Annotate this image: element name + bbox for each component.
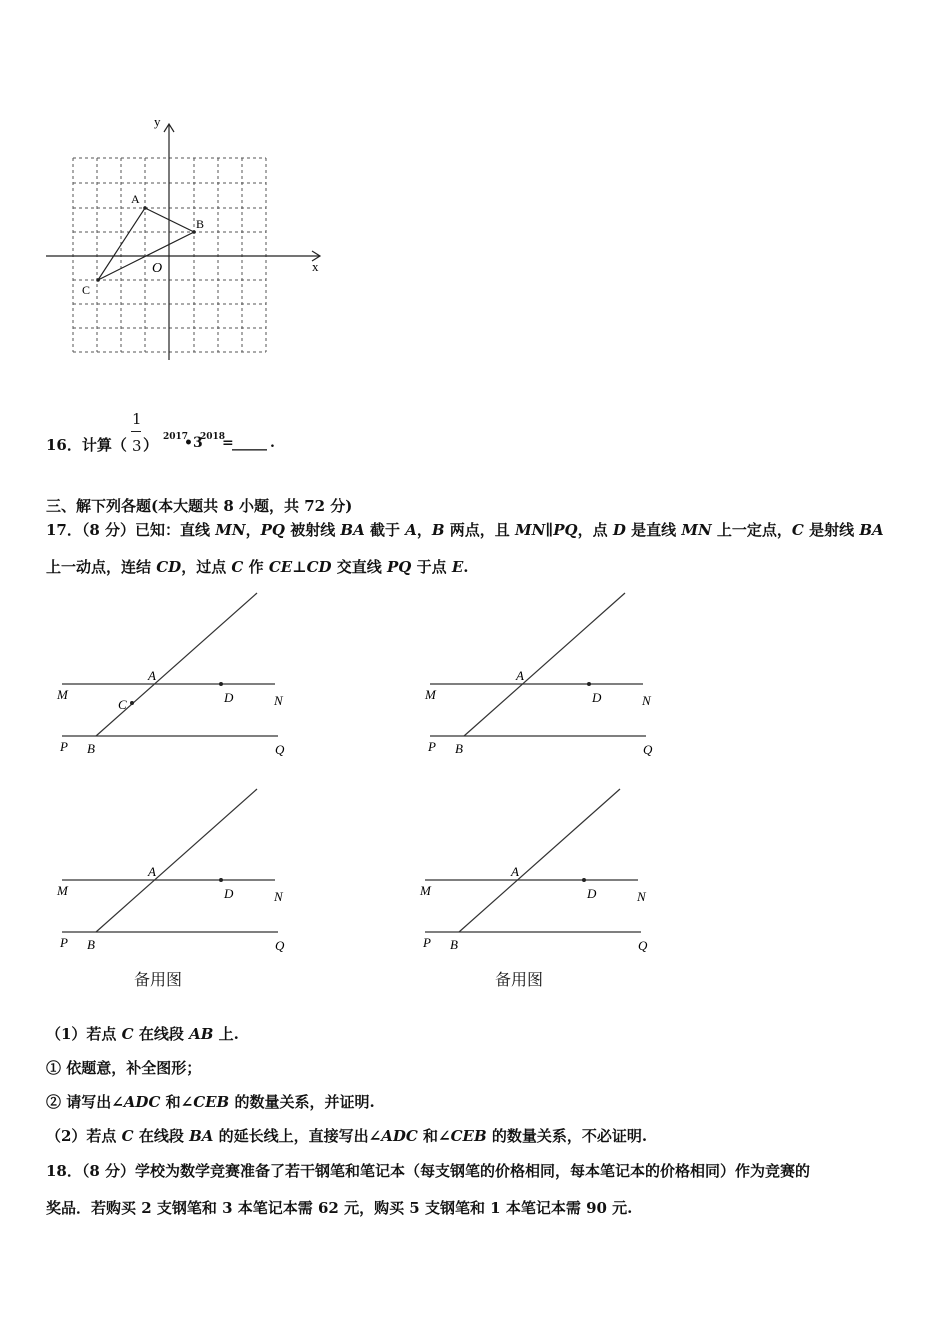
- q18-line-1: [46, 1161, 810, 1181]
- q16-answer-blank: _____: [232, 435, 267, 451]
- coordinate-grid-figure: [40, 110, 340, 370]
- text-run: .: [463, 558, 469, 576]
- text-run: ，点: [577, 521, 613, 539]
- q17-part-1-sub-1: [46, 1058, 201, 1078]
- text-run: ① 依题意，补全图形；: [46, 1059, 202, 1077]
- label-d: D: [592, 690, 602, 705]
- label-n: N: [642, 693, 651, 708]
- ray-ba: [96, 593, 257, 736]
- q16-exponent-2: 2018: [200, 432, 226, 442]
- figure-4-caption: 备用图: [495, 970, 544, 989]
- text-run: 截于: [364, 521, 406, 539]
- q16-fraction-denominator: 3: [132, 437, 142, 455]
- label-m: M: [57, 883, 68, 898]
- text-run: 作: [243, 558, 269, 576]
- label-d: D: [587, 886, 597, 901]
- math-symbol: MN: [215, 521, 246, 539]
- text-run: ，: [416, 521, 432, 539]
- text-run: 和∠: [417, 1127, 451, 1145]
- q16-fraction-numerator: 1: [132, 410, 142, 428]
- q16-period: .: [270, 435, 275, 451]
- math-symbol: ADC: [381, 1127, 418, 1145]
- label-m: M: [57, 687, 68, 702]
- text-run: ，过点: [181, 558, 232, 576]
- label-d: D: [224, 886, 234, 901]
- label-a: A: [511, 864, 519, 879]
- math-symbol: BA: [189, 1127, 214, 1145]
- label-p: P: [60, 935, 68, 950]
- text-run: 的数量关系，不必证明.: [486, 1127, 648, 1145]
- text-run: 和∠: [160, 1093, 194, 1111]
- q17-line-1: [46, 520, 884, 540]
- point-c-label: C: [82, 283, 91, 297]
- math-symbol: ADC: [123, 1093, 161, 1111]
- math-symbol: C: [121, 1127, 134, 1145]
- point-c: [96, 278, 100, 282]
- text-run: ，: [245, 521, 261, 539]
- point-d: [587, 682, 591, 686]
- text-run: ⊥: [292, 558, 307, 576]
- label-c: C: [118, 697, 127, 712]
- point-d: [219, 682, 223, 686]
- text-run: ∥: [545, 521, 554, 539]
- triangle-abc: [98, 208, 194, 280]
- math-symbol: A: [405, 521, 417, 539]
- q17-figure-main: [40, 585, 340, 770]
- text-run: 两点，且: [444, 521, 515, 539]
- math-symbol: C: [791, 521, 804, 539]
- math-symbol: PQ: [260, 521, 285, 539]
- q16-close-paren: ）: [143, 436, 159, 454]
- math-symbol: MN: [681, 521, 712, 539]
- point-a-label: A: [131, 192, 140, 206]
- math-symbol: AB: [189, 1025, 214, 1043]
- q17-figure-3: [40, 781, 340, 966]
- q17-figure-4: [403, 781, 703, 966]
- label-m: M: [425, 687, 436, 702]
- text-run: 的延长线上，直接写出∠: [213, 1127, 382, 1145]
- math-symbol: D: [612, 521, 626, 539]
- label-q: Q: [643, 742, 653, 757]
- text-run: 在线段: [133, 1127, 190, 1145]
- q16-fraction-bar: [131, 431, 141, 432]
- label-a: A: [148, 668, 156, 683]
- text-run: 被射线: [284, 521, 341, 539]
- q17-figure-2: [408, 585, 708, 770]
- text-run: （2）若点: [46, 1127, 122, 1145]
- math-symbol: CEB: [193, 1093, 230, 1111]
- point-c: [130, 701, 134, 705]
- math-symbol: CD: [306, 558, 332, 576]
- math-symbol: CE: [268, 558, 293, 576]
- ray-ba: [464, 593, 625, 736]
- label-a: A: [148, 864, 156, 879]
- label-q: Q: [275, 742, 285, 757]
- label-n: N: [637, 889, 646, 904]
- q17-part-1-sub-2: [46, 1092, 375, 1112]
- label-n: N: [274, 889, 283, 904]
- label-m: M: [420, 883, 431, 898]
- label-q: Q: [275, 938, 285, 953]
- math-symbol: CD: [156, 558, 182, 576]
- label-p: P: [428, 739, 436, 754]
- q16-exponent-1: 2017: [163, 432, 189, 442]
- q17-part-2: [46, 1126, 647, 1146]
- q17-line-2: [46, 557, 469, 577]
- q18-line-2: [46, 1198, 632, 1218]
- math-symbol: CEB: [450, 1127, 487, 1145]
- text-run: 18．（8 分）学校为数学竞赛准备了若干钢笔和笔记本（每支钢笔的价格相同，每本笔记本的价格相同）作为竞赛的: [46, 1162, 811, 1180]
- label-q: Q: [638, 938, 648, 953]
- section-3-heading: 三、解下列各题(本大题共 8 小题，共 72 分): [46, 497, 353, 515]
- label-b: B: [450, 937, 458, 952]
- label-b: B: [87, 741, 95, 756]
- point-d: [582, 878, 586, 882]
- math-symbol: PQ: [387, 558, 412, 576]
- text-run: （1）若点: [46, 1025, 122, 1043]
- label-n: N: [274, 693, 283, 708]
- text-run: 于点: [411, 558, 452, 576]
- q16-number: 16．计算（: [46, 436, 127, 454]
- math-symbol: MN: [515, 521, 546, 539]
- ray-ba: [96, 789, 257, 932]
- origin-label: O: [152, 261, 163, 276]
- q16-mid: •3: [184, 435, 203, 451]
- label-a: A: [516, 668, 524, 683]
- point-d: [219, 878, 223, 882]
- ray-ba: [459, 789, 620, 932]
- question-16: [46, 410, 446, 460]
- q16-equals: =: [222, 435, 234, 451]
- x-axis-label: x: [312, 259, 319, 274]
- y-axis-label: y: [154, 114, 161, 129]
- text-run: 上.: [213, 1025, 239, 1043]
- text-run: 是射线: [803, 521, 860, 539]
- text-run: 上一动点，连结: [46, 558, 157, 576]
- text-run: 上一定点，: [711, 521, 792, 539]
- math-symbol: BA: [340, 521, 365, 539]
- math-symbol: E: [451, 558, 464, 576]
- text-run: 是直线: [625, 521, 682, 539]
- math-symbol: BA: [859, 521, 884, 539]
- text-run: 的数量关系，并证明.: [229, 1093, 375, 1111]
- text-run: 在线段: [133, 1025, 190, 1043]
- text-run: 奖品．若购买 2 支钢笔和 3 本笔记本需 62 元，购买 5 支钢笔和 1 本笔记本需 90 元.: [46, 1199, 633, 1217]
- label-p: P: [423, 935, 431, 950]
- math-symbol: B: [431, 521, 445, 539]
- point-a: [143, 206, 147, 210]
- text-run: 交直线: [331, 558, 388, 576]
- label-p: P: [60, 739, 68, 754]
- label-d: D: [224, 690, 234, 705]
- point-b-label: B: [196, 217, 205, 231]
- label-b: B: [87, 937, 95, 952]
- label-b: B: [455, 741, 463, 756]
- math-symbol: C: [231, 558, 244, 576]
- math-symbol: PQ: [553, 521, 578, 539]
- text-run: 17．（8 分）已知：直线: [46, 521, 216, 539]
- q17-part-1: [46, 1024, 239, 1044]
- text-run: ② 请写出∠: [46, 1093, 124, 1111]
- figure-3-caption: 备用图: [134, 970, 183, 989]
- math-symbol: C: [121, 1025, 134, 1043]
